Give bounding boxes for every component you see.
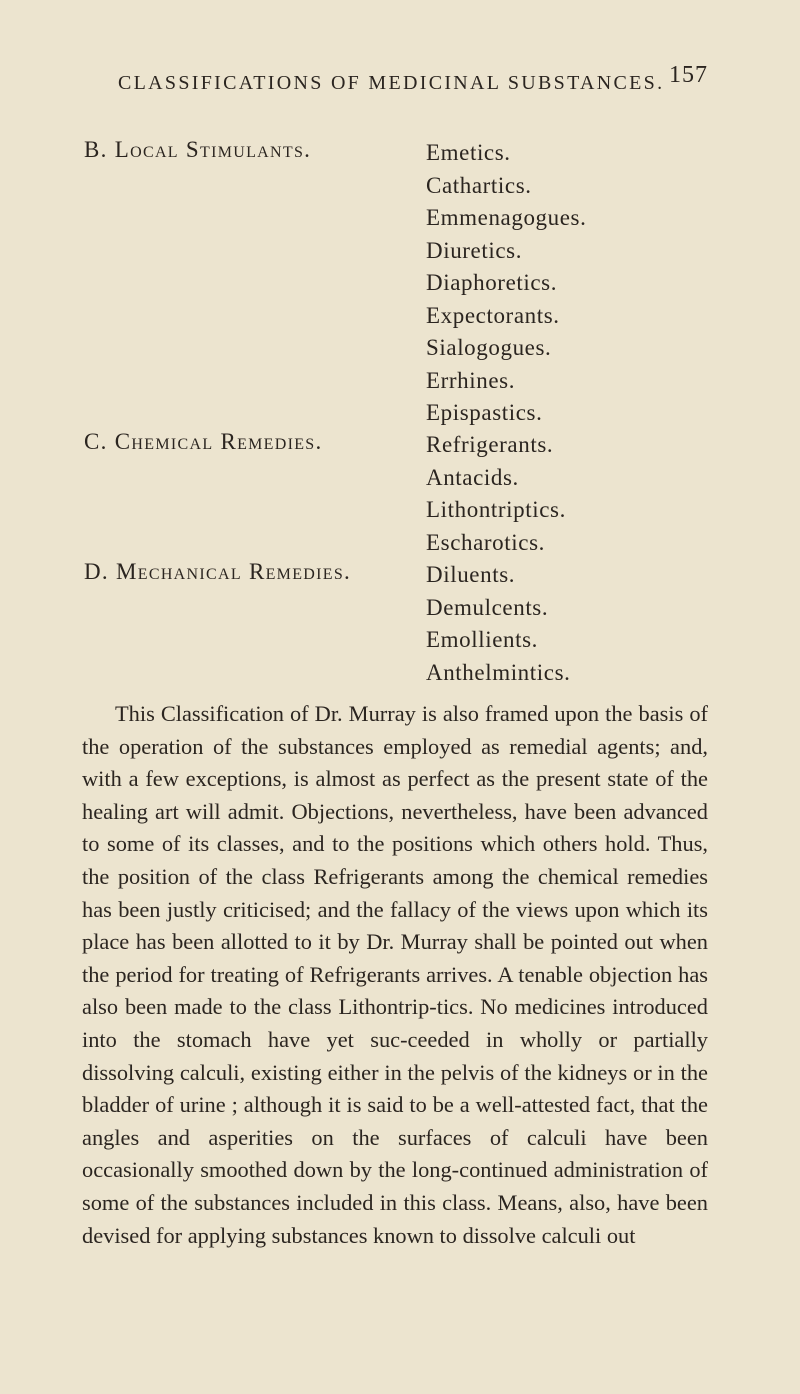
- page-number: 157: [669, 62, 708, 88]
- group-item-list: [426, 137, 586, 430]
- list-item: Cathartics.: [426, 172, 532, 198]
- list-item: Emollients.: [426, 627, 539, 652]
- body-paragraph: This Classification of Dr. Murray is also framed upon the basis of the operation of the substances employed as remedial agents; and, with a few exceptions, is almost as perfect as the present state of the healing art will admit. Objections, nevertheless, have been advanced to some of its classes, and to the positions which others hold. Thus, the position of the class Refrigerants among the chemical remedies has been justly criticised; and the fallacy of the views upon which its place has been allotted to it by Dr. Murray shall be pointed out when the period for treating of Refrigerants arrives. A tenable objection has also been made to the class Lithontrip-tics. No medicines introduced into the stomach have yet suc-ceeded in wholly or partially dissolving calculi, existing either in the pelvis of the kidneys or in the bladder of urine ; although it is said to be a well-attested fact, that the angles and asperities on the surfaces of calculi have been occasionally smoothed down by the long-continued administration of some of the substances included in this class. Means, also, have been devised for applying substances known to dissolve calculi out: [82, 701, 708, 1248]
- list-item: Expectorants.: [426, 302, 560, 328]
- group-name: Chemical Remedies.: [114, 429, 323, 454]
- group-letter: D.: [84, 559, 109, 584]
- list-item: Epispastics.: [426, 400, 543, 425]
- list-item: Diuretics.: [426, 237, 523, 263]
- list-item: Anthelmintics.: [426, 659, 571, 685]
- list-item: Demulcents.: [426, 594, 549, 620]
- running-head-title: CLASSIFICATIONS OF MEDICINAL SUBSTANCES.: [118, 72, 665, 94]
- list-item: Diaphoretics.: [426, 270, 558, 295]
- list-item: Refrigerants.: [426, 432, 554, 457]
- list-item: Emetics.: [426, 140, 511, 165]
- list-item: Lithontriptics.: [426, 497, 566, 522]
- list-item: Diluents.: [426, 562, 516, 587]
- group-letter: B.: [84, 137, 108, 162]
- running-head: [118, 62, 708, 95]
- group-label: [84, 559, 351, 585]
- group-name: Local Stimulants.: [114, 137, 312, 162]
- group-label: [84, 137, 311, 163]
- group-item-list: [426, 559, 570, 689]
- list-item: Emmenagogues.: [426, 205, 587, 230]
- group-name: Mechanical Remedies.: [116, 559, 352, 584]
- list-item: Sialogogues.: [426, 335, 552, 360]
- list-item: Escharotics.: [426, 529, 545, 555]
- group-label: [84, 429, 323, 455]
- group-item-list: [426, 429, 566, 559]
- list-item: Errhines.: [426, 367, 516, 393]
- list-item: Antacids.: [426, 464, 519, 490]
- group-letter: C.: [84, 429, 108, 454]
